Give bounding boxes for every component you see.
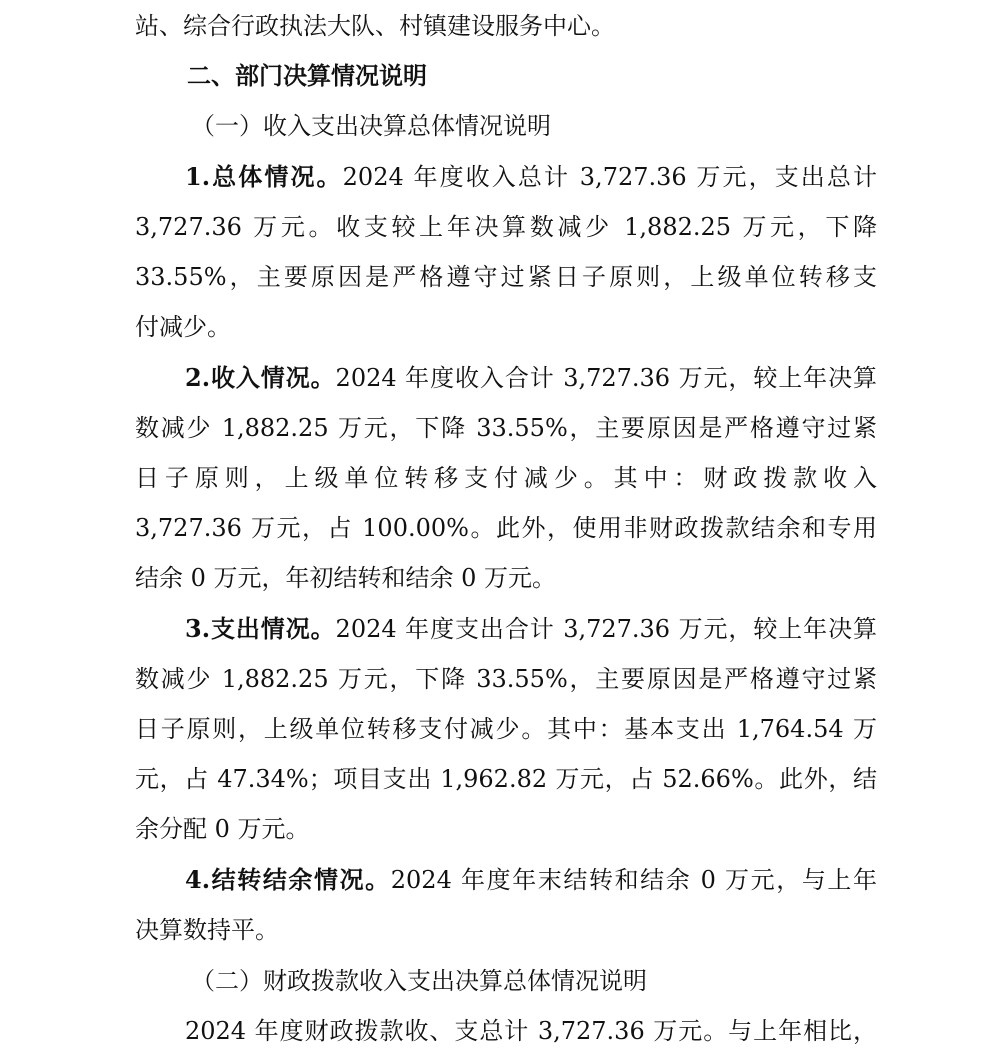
paragraph-line: 3,727.36 万元，占 100.00%。此外，使用非财政拨款结余和专用 xyxy=(135,514,877,542)
paragraph-line xyxy=(135,157,877,197)
paragraph-line: 数减少 1,882.25 万元，下降 33.55%，主要原因是严格遵守过紧 xyxy=(135,665,877,693)
paragraph-line xyxy=(135,609,877,649)
item-heading: 2.收入情况。 xyxy=(185,363,336,392)
subsection-heading: （一）收入支出决算总体情况说明 xyxy=(191,112,551,140)
paragraph-line: 决算数持平。 xyxy=(135,916,279,944)
item-text: 2024 年度支出合计 3,727.36 万元，较上年决算 xyxy=(335,615,877,643)
paragraph-line: 余分配 0 万元。 xyxy=(135,815,310,843)
item-heading: 4.结转结余情况。 xyxy=(185,865,391,894)
paragraph-line: 数减少 1,882.25 万元，下降 33.55%，主要原因是严格遵守过紧 xyxy=(135,414,877,442)
paragraph-line: 日子原则，上级单位转移支付减少。其中：基本支出 1,764.54 万 xyxy=(135,715,877,743)
paragraph-line xyxy=(135,358,877,398)
item-text: 2024 年度收入总计 3,727.36 万元，支出总计 xyxy=(342,163,877,191)
paragraph-line: 付减少。 xyxy=(135,313,231,341)
section-heading: 二、部门决算情况说明 xyxy=(187,61,427,90)
item-heading: 3.支出情况。 xyxy=(185,614,336,643)
item-text: 2024 年度收入合计 3,727.36 万元，较上年决算 xyxy=(335,364,877,392)
item-heading: 1.总体情况。 xyxy=(185,162,343,191)
paragraph-line: 站、综合行政执法大队、村镇建设服务中心。 xyxy=(135,12,615,40)
paragraph-line xyxy=(135,860,877,900)
paragraph-line: 日子原则，上级单位转移支付减少。其中：财政拨款收入 xyxy=(135,464,877,492)
paragraph-line: 33.55%，主要原因是严格遵守过紧日子原则，上级单位转移支 xyxy=(135,263,877,291)
subsection-heading: （二）财政拨款收入支出决算总体情况说明 xyxy=(191,967,647,995)
paragraph-line: 2024 年度财政拨款收、支总计 3,727.36 万元。与上年相比， xyxy=(185,1017,877,1045)
item-text: 2024 年度年末结转和结余 0 万元，与上年 xyxy=(390,866,877,894)
paragraph-line: 3,727.36 万元。收支较上年决算数减少 1,882.25 万元，下降 xyxy=(135,213,877,241)
paragraph-line: 元，占 47.34%；项目支出 1,962.82 万元，占 52.66%。此外，结 xyxy=(135,765,877,793)
paragraph-line: 结余 0 万元，年初结转和结余 0 万元。 xyxy=(135,564,557,592)
